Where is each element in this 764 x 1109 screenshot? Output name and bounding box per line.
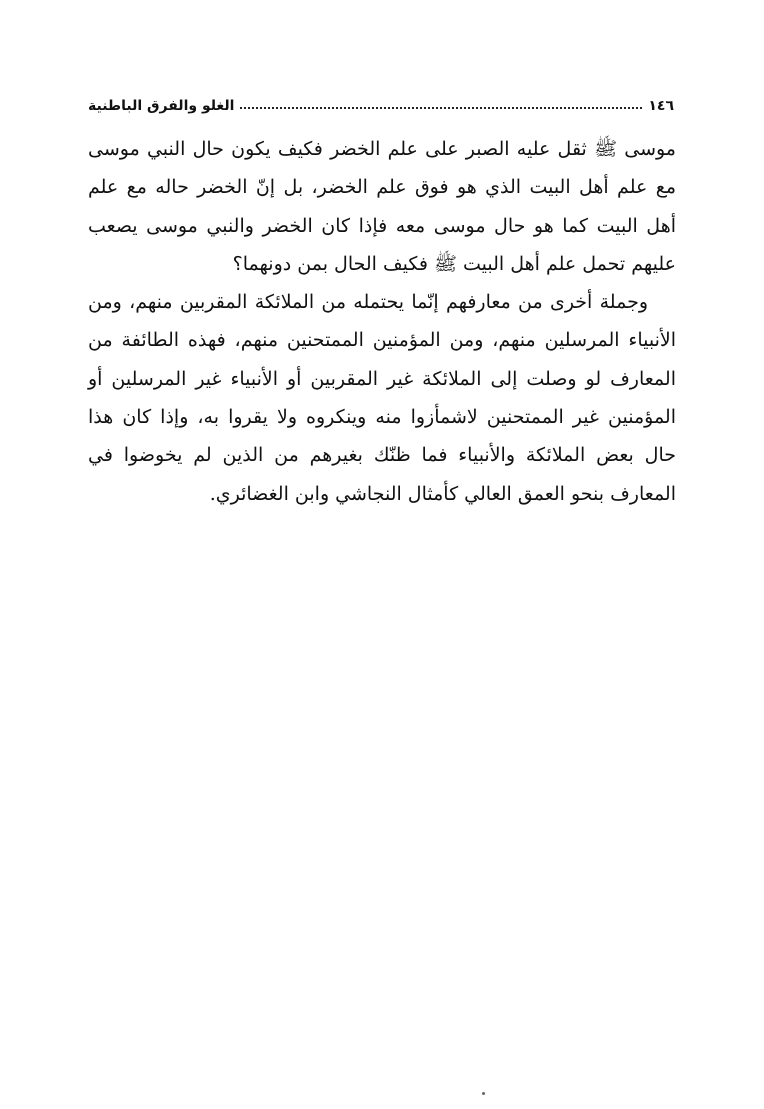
page-number: ١٤٦ — [648, 98, 674, 114]
body-text — [88, 130, 676, 513]
footer-dot-mark — [482, 1092, 485, 1095]
header-dot-leader — [240, 107, 642, 109]
running-title: الغلو والفرق الباطنية — [88, 98, 235, 114]
paragraph-1: موسى ﷺ ثقل عليه الصبر على علم الخضر فكيف يكون حال النبي موسى مع علم أهل البيت الذي هو فوق علم الخضر، بل إنّ الخضر حاله مع علم أهل البيت كما هو حال موسى معه فإذا كان الخضر والنبي موسى يصعب عليهم تحمل علم أهل البيت ﷺ فكيف الحال بمن دونهما؟ — [88, 138, 676, 275]
running-header — [88, 90, 674, 114]
paragraph-2: وجملة أخرى من معارفهم إنّما يحتمله من الملائكة المقربين منهم، ومن الأنبياء المرسلين منهم، ومن المؤمنين الممتحنين منهم، فهذه الطائفة من المعارف لو وصلت إلى الملائكة غير المقربين أو الأنبياء غير المرسلين أو المؤمنين غير الممتحنين لاشمأزوا منه وينكروه ولا يقروا به، وإذا كان هذا حال بعض الملائكة والأنبياء فما ظنّك بغيرهم من الذين لم يخوضوا في المعارف بنحو العمق العالي كأمثال النجاشي وابن الغضائري. — [88, 291, 676, 505]
